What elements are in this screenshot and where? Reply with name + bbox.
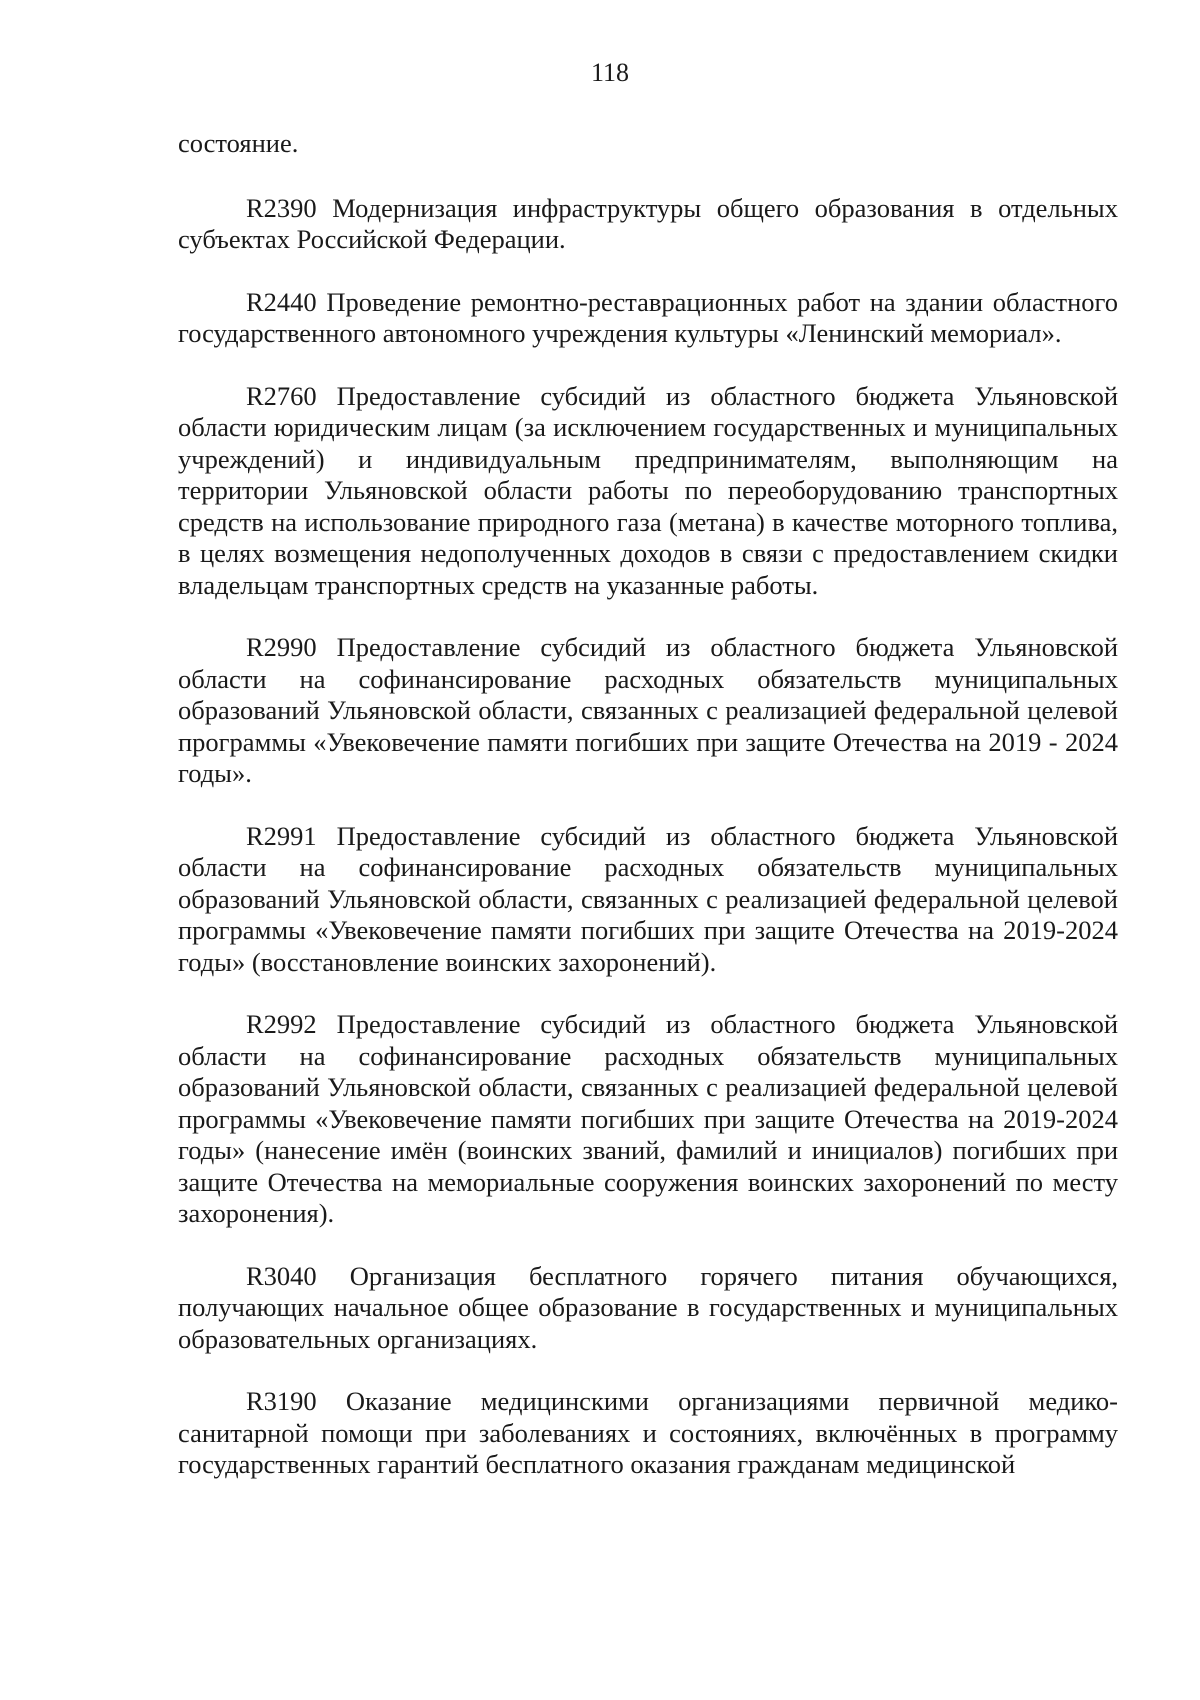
paragraph-text: Предоставление субсидий из областного бюджета Ульяновской области на софинансирование расходных обязательств муниципальных образований Ульяновской области, связанных с реализацией федеральной целевой программы «Увековечение памяти погибших при защите Отечества на 2019-2024 годы» (нанесение имён (воинских званий, фамилий и инициалов) погибших при защите Отечества на мемориальные сооружения воинских захоронений по месту захоронения). [178, 1009, 1119, 1228]
paragraph-r2760 [178, 381, 1118, 602]
document-body [178, 128, 1118, 1512]
paragraph-r3190 [178, 1386, 1118, 1481]
paragraph-text: Оказание медицинскими организациями первичной медико-санитарной помощи при заболеваниях и состояниях, включённых в программу государственных гарантий бесплатного оказания гражданам медицинской [178, 1386, 1118, 1479]
paragraph-text: Предоставление субсидий из областного бюджета Ульяновской области юридическим лицам (за исключением государственных и муниципальных учреждений) и индивидуальным предпринимателям, выполняющим на территории Ульяновской области работы по переоборудованию транспортных средств на использование природного газа (метана) в качестве моторного топлива, в целях возмещения недополученных доходов в связи с предоставлением скидки владельцам транспортных средств на указанные работы. [178, 380, 1119, 600]
paragraph-text: Проведение ремонтно-реставрационных работ на здании областного государственного автономного учреждения культуры «Ленинский мемориал». [178, 286, 1118, 348]
paragraph-r2440 [178, 287, 1118, 350]
page-number: 118 [590, 58, 630, 87]
continuation-text: состояние. [178, 128, 299, 158]
budget-code: R2990 [246, 632, 317, 662]
budget-code: R2991 [246, 820, 317, 851]
budget-code: R2390 [246, 192, 317, 223]
paragraph-r3040 [178, 1261, 1118, 1356]
paragraph-text: Модернизация инфраструктуры общего образования в отдельных субъектах Российской Федерации. [178, 192, 1118, 254]
budget-code: R3040 [246, 1260, 317, 1291]
budget-code: R2760 [246, 380, 317, 411]
paragraph-text: Организация бесплатного горячего питания обучающихся, получающих начальное общее образование в государственных и муниципальных образовательных организациях. [178, 1260, 1119, 1354]
budget-code: R2992 [246, 1009, 317, 1039]
budget-code: R2440 [246, 286, 317, 317]
paragraph-text: Предоставление субсидий из областного бюджета Ульяновской области на софинансирование расходных обязательств муниципальных образований Ульяновской области, связанных с реализацией федеральной целевой программы «Увековечение памяти погибших при защите Отечества на 2019 - 2024 годы». [178, 632, 1119, 788]
paragraph-r2991 [178, 821, 1118, 979]
paragraph-text: Предоставление субсидий из областного бюджета Ульяновской области на софинансирование расходных обязательств муниципальных образований Ульяновской области, связанных с реализацией федеральной целевой программы «Увековечение памяти погибших при защите Отечества на 2019-2024 годы» (восстановление воинских захоронений). [178, 820, 1119, 977]
paragraph-r2990 [178, 632, 1118, 790]
paragraph-r2390 [178, 193, 1118, 256]
paragraph-r2992 [178, 1009, 1118, 1230]
budget-code: R3190 [246, 1386, 317, 1416]
